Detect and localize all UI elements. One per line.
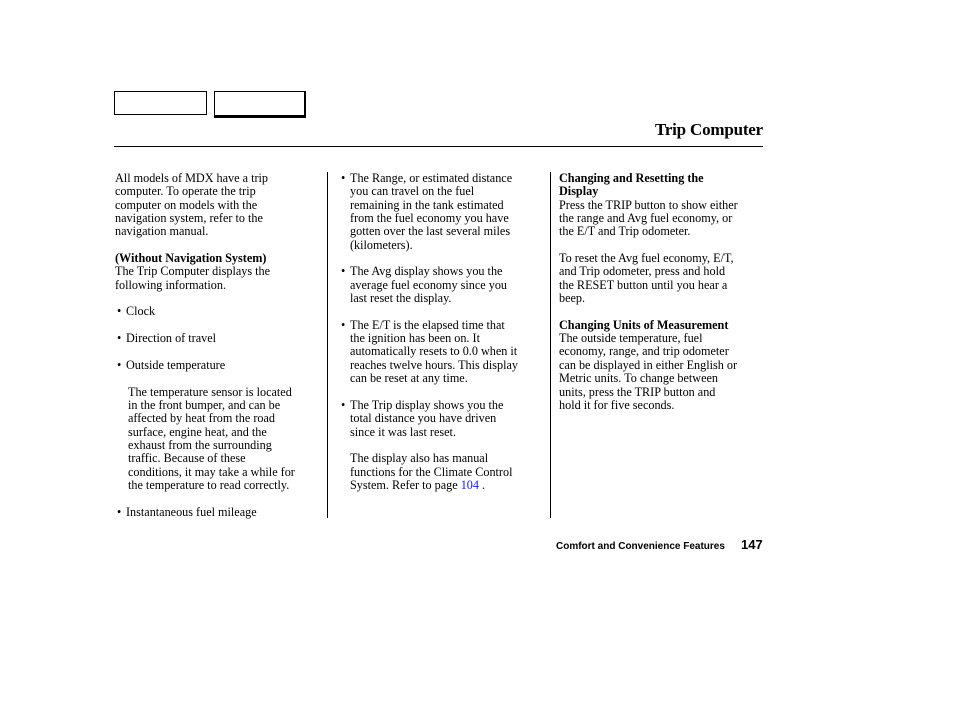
temperature-note: The temperature sensor is located in the front bumper, and can be affected by heat from the road surface, engine heat, and the exhaust from the surrounding traffic. Because of these conditions, it may take a while for the temperature to read correctly. [128, 384, 295, 492]
column-2 [341, 172, 541, 492]
list-item-fuel-mileage: • Instantaneous fuel mileage [117, 504, 257, 519]
page-number: 147 [741, 537, 763, 552]
avg-item: • The Avg display shows you the average fuel economy since you last reset the display. [341, 264, 508, 306]
column-divider-1 [327, 172, 328, 518]
without-nav-heading: (Without Navigation System) [115, 251, 267, 266]
units-paragraph: The outside temperature, fuel economy, range, and trip odometer can be displayed in either English or Metric units. To change between units, press the TRIP button and hold it for five seconds. [559, 331, 738, 412]
et-item: • The E/T is the elapsed time that the ignition has been on. It automatically resets to 0.0 when it reaches twelve hours. This display can be reset at any time. [341, 317, 518, 386]
range-item: • The Range, or estimated distance you can travel on the fuel remaining in the tank estimated from the fuel economy you have gotten over the last several miles (kilometers). [341, 171, 513, 252]
units-heading: Changing Units of Measurement [559, 317, 729, 332]
list-item-clock: • Clock [117, 304, 156, 319]
column-1 [115, 172, 323, 519]
trip-item: • The Trip display shows you the total distance you have driven since it was last reset. [341, 397, 504, 439]
page-title: Trip Computer [654, 120, 763, 139]
page-104-link[interactable]: 104 [460, 477, 479, 492]
list-item-direction: • Direction of travel [117, 331, 217, 346]
column-divider-2 [550, 172, 551, 518]
index-tab[interactable] [214, 91, 306, 118]
intro-paragraph: All models of MDX have a trip computer. To operate the trip computer on models with the navigation system, refer to the navigation manual. [115, 171, 268, 239]
lead-paragraph: The Trip Computer displays the following information. [115, 264, 271, 292]
title-rule [114, 146, 763, 147]
column-3 [559, 172, 765, 412]
main-menu-tab[interactable] [114, 91, 207, 115]
footer-section-label: Comfort and Convenience Features [556, 541, 725, 552]
reset-paragraph: To reset the Avg fuel economy, E/T, and Trip odometer, press and hold the RESET button until you hear a beep. [559, 251, 734, 306]
climate-note: The display also has manual functions for the Climate Control System. Refer to page 104 . [350, 451, 513, 492]
list-item-outside-temp: • Outside temperature [117, 357, 226, 372]
trip-button-paragraph: Press the TRIP button to show either the range and Avg fuel economy, or the E/T and Trip odometer. [559, 197, 738, 239]
changing-resetting-heading: Changing and Resetting the Display [559, 171, 704, 199]
